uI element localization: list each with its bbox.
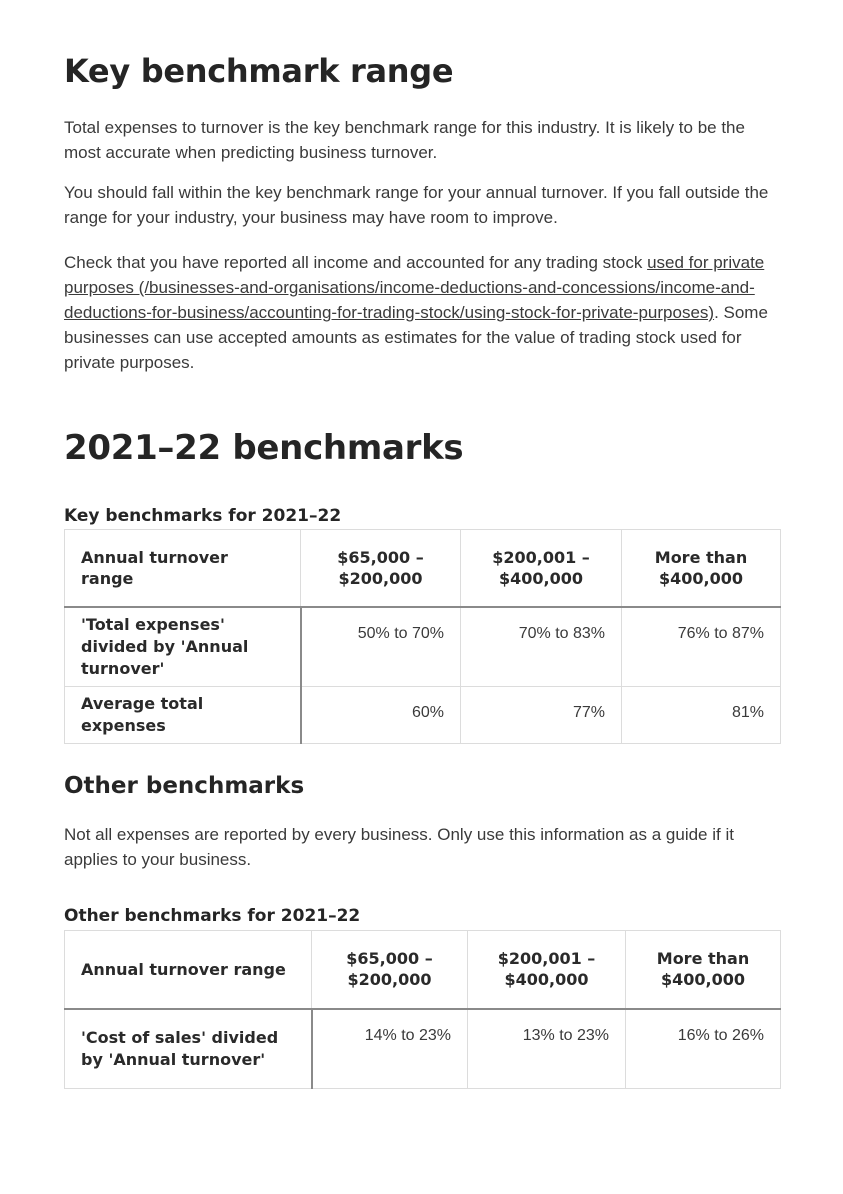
key-range-paragraph-2: You should fall within the key benchmark range for your annual turnover. If you fall outside the range for your industry, your business may have room to improve.	[64, 183, 769, 227]
table-cell: 16% to 26%	[626, 1009, 781, 1089]
row-header: 'Total expenses' divided by 'Annual turnover'	[65, 607, 301, 687]
column-header: $200,001 – $400,000	[461, 530, 622, 607]
table-cell: 70% to 83%	[461, 607, 622, 687]
column-header: $65,000 – $200,000	[301, 530, 461, 607]
table-row	[65, 687, 781, 744]
table-cell: 50% to 70%	[301, 607, 461, 687]
key-table-caption: Key benchmarks for 2021–22	[64, 506, 342, 526]
table-header-row	[65, 530, 781, 607]
private-purposes-link[interactable]: used for private purposes (/businesses-and-organisations/income-deductions-and-concessions/income-and-deductions-for-business/accounting-for-trading-stock/using-stock-for-private-purposes)	[64, 253, 765, 322]
column-header: Annual turnover range	[65, 530, 301, 607]
key-benchmarks-table	[64, 529, 781, 744]
table-cell: 77%	[461, 687, 622, 744]
table-cell: 81%	[622, 687, 781, 744]
key-benchmark-range-heading: Key benchmark range	[64, 52, 454, 90]
paragraph-text: . Some businesses can use accepted amounts as estimates for the value of trading stock used for private purposes.	[64, 303, 768, 372]
other-table-caption: Other benchmarks for 2021–22	[64, 906, 361, 926]
row-header: 'Cost of sales' divided by 'Annual turnover'	[65, 1009, 312, 1089]
other-benchmarks-intro: Not all expenses are reported by every business. Only use this information as a guide if it applies to your business.	[64, 825, 734, 869]
table-row	[65, 1009, 781, 1089]
table-header-row	[65, 931, 781, 1009]
key-range-paragraph-3	[64, 250, 780, 375]
other-benchmarks-heading: Other benchmarks	[64, 773, 305, 799]
key-range-paragraph-1: Total expenses to turnover is the key benchmark range for this industry. It is likely to be the most accurate when predicting business turnover.	[64, 118, 745, 162]
other-benchmarks-table	[64, 930, 781, 1089]
table-cell: 76% to 87%	[622, 607, 781, 687]
table-cell: 14% to 23%	[312, 1009, 468, 1089]
column-header: More than $400,000	[626, 931, 781, 1009]
column-header: $200,001 – $400,000	[468, 931, 626, 1009]
table-cell: 60%	[301, 687, 461, 744]
column-header: More than $400,000	[622, 530, 781, 607]
column-header: Annual turnover range	[65, 931, 312, 1009]
table-row	[65, 607, 781, 687]
benchmarks-heading: 2021–22 benchmarks	[64, 428, 464, 468]
column-header: $65,000 – $200,000	[312, 931, 468, 1009]
paragraph-text: Check that you have reported all income and accounted for any trading stock	[64, 253, 648, 272]
row-header: Average total expenses	[65, 687, 301, 744]
table-cell: 13% to 23%	[468, 1009, 626, 1089]
